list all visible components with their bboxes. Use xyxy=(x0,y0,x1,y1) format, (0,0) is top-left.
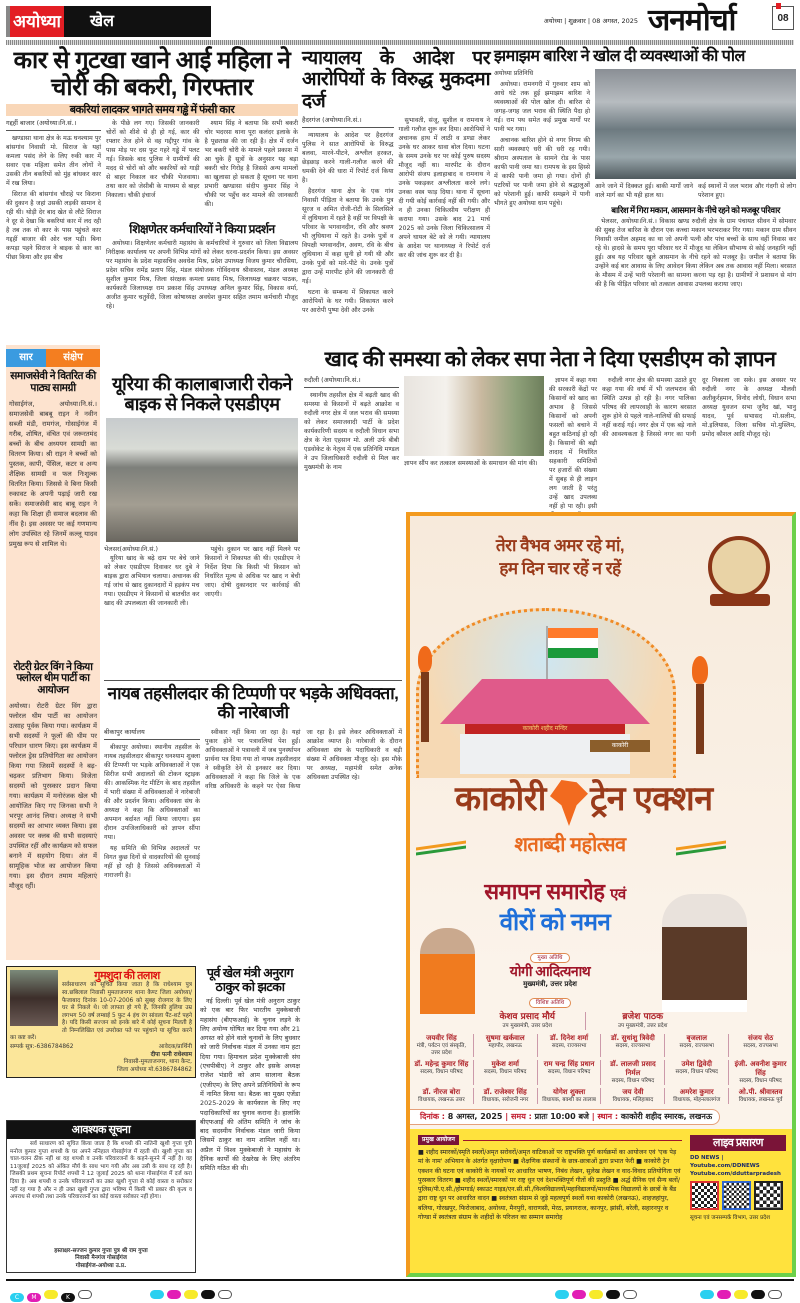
ad-subtitle: शताब्दी महोत्सव xyxy=(514,834,626,856)
live-broadcast-label: लाइव प्रसारण xyxy=(690,1135,786,1151)
guest: डॉ. नीरज बोरा विधायक, लखनऊ उत्तर xyxy=(410,1088,474,1104)
chief-guest-label: मुख्य अतिथि xyxy=(530,953,569,963)
paragraph: यूरिया खाद के बढ़े दाम पर बेचे जाने को लेकर एसडीएम दिवाकर धर दुबे ने बाइक द्वारा अभियान चलाया। अचानक की गई जांच से खाद दुकानदारों में हड़कंप मच गया। एसडीएम ने किसानों से बातचीत कर खाद की उपलब्धता की जानकारी ली। xyxy=(104,555,200,608)
guest: राम चन्द्र सिंह प्रधान सदस्य, विधान परिषद xyxy=(538,1060,602,1085)
paragraph: सिराज की बांसगांव चौराहे पर किराना की दुकान है जहां उसकी लड़की सामान दे रही थी। थोड़ी देर बाद खेत से लौटे सिराज ने दूर से देखा कि बकरियां कार में लद रही है तब तक वो कार के पास पहुंचते कार गद्दहीं बाजार की ओर चल पड़ी। बिना कपड़ा पहने सिराज ने बाइक से कार का पीछा किया और इस बीच xyxy=(6,191,101,262)
paragraph: स्वीकार नहीं किया जा रहा है। यहां पुकार होने पर पत्रावलियां पेश हुईं। अधिवक्ताओं ने पत्रावली में जब पुनर्स्थापन प्रार्थना पत्र दिया गया तो नायब तहसीलदार ने स्वीकृति देने से इनकार कर दिया। अधिवक्ताओं ने कहा कि जिले के एक वरिष्ठ अधिकारी के कहने पर ऐसा किया जा रहा है। इसे लेकर अधिवक्ताओं में आक्रोश व्याप्त है। नारेबाजी के दौरान अधिवक्ता संघ के पदाधिकारी व बड़ी संख्या में अधिवक्ता मौजूद रहे। इस मौके पर अध्यक्ष, महामंत्री समेत अनेक अधिवक्ता उपस्थित रहे। xyxy=(205,729,402,791)
paragraph: आने जाने में दिक्कत हुई। बाकी मार्गों जाने वाले मार्ग का भी यही हाल था। xyxy=(595,182,693,199)
ad-event-and: एवं xyxy=(610,886,626,903)
guest: ब्रजेश पाठक उप मुख्यमंत्री, उत्तर प्रदेश xyxy=(618,1012,668,1029)
memorandum-photo xyxy=(404,376,544,456)
paragraph: अचानक बारिश होने से नगर निगम की सारी व्यवस्थाएं धरी की धरी रह गयी। श्रीराम अस्पताल के सामने रोड के पास काफी पानी जमा था। रामपथ के इस हिस्से में काफी पानी जमा हो गया। दोनों ही पटरियों पर पानी जमा होने से श्रद्धालुओं को परेशानी हुई। काफी समझने में पानी भीगते हुए अयोध्या धाम पहुंचे। xyxy=(494,136,590,207)
paragraph: ज्ञापन में कहा गया की सरकारी केंद्रों पर किसानों को खाद का अभाव है जिससे किसानों को अपनी फसलों को बचाने में बहुत कठिनाई हो रही है। किसानों की बढ़ी तादाद में निर्धारित सहकारी समितियों पर हजारों की संख्या में सुबह से ही लाइन लग जाती है परंतु उन्हें खाद उपलब्ध नहीं हो पा रही। इसी xyxy=(549,376,597,510)
brief-headline: समाजसेवी ने वितरित की पाठ्य सामग्री xyxy=(10,370,96,394)
applicant-label: आवेदक/प्रार्थिनी xyxy=(158,1044,192,1050)
guest: बृजलाल सदस्य, राज्यसभा xyxy=(665,1034,729,1057)
byline: गद्दहीं बाजार (अयोध्या।नि.सं.। xyxy=(6,119,101,131)
cmyk-registration-marks xyxy=(150,1284,235,1303)
guest: डॉ. लालजी प्रसाद निर्मल सदस्य, विधान परिषद xyxy=(601,1060,665,1085)
department-credit: सूचना एवं जनसम्पर्क विभाग, उत्तर प्रदेश xyxy=(690,1215,770,1221)
story-headline: कार से गुटखा खाने आई महिला ने चोरी की बकरी, गिरफ्तार xyxy=(13,47,291,101)
memorial-signboard: काकोरी शहीद मन्दिर xyxy=(465,724,625,734)
guest: डॉ. सुधांशु त्रिवेदी सदस्य, राज्यसभा xyxy=(601,1034,665,1057)
dateline: अयोध्या | शुक्रवार | 08 अगस्त, 2025 xyxy=(543,17,638,25)
cmyk-registration-marks: C M K xyxy=(10,1284,95,1303)
guest: उमेश द्विवेदी सदस्य, विधान परिषद xyxy=(665,1060,729,1085)
ad-slogan-line1: तेरा वैभव अमर रहे मां, xyxy=(495,536,625,555)
guest: जयवीर सिंह मंत्री, पर्यटन एवं संस्कृति, उत्तर प्रदेश xyxy=(410,1034,474,1057)
brief-text: अयोध्या। रोटरी ग्रेटर विंग द्वारा फ्लोरल थीम पार्टी का आयोजन उत्साह पूर्वक किया गया। कार्यक्रम में सभी सदस्यों ने फूलों की थीम पर परिधान धारण किए। इस कार्यक्रम में फ्लोरल ड्रेस प्रतियोगिता का आयोजन किया गया जिसमें सदस्यों ने बढ़-चढ़कर प्रतिभाग किया। विजेता सदस्यों को पुरस्कार प्रदान किया गया। कार्यक्रम में मनोरंजक खेल भी आयोजित किए गए जिनका सभी ने भरपूर आनंद लिया। अध्यक्ष ने सभी सदस्यों का आभार व्यक्त किया। इस अवसर पर क्लब की सभी सदस्याएं उपस्थित रहीं और कार्यक्रम को सफल बनाने में सहयोग दिया। अंत में सामूहिक भोज का आयोजन किया गया। इस दौरान तमाम महिलाएं मौजूद रहीं। xyxy=(9,701,97,890)
story-block-rain xyxy=(494,48,796,342)
guest: जय देवी विधायक, मलिहाबाद xyxy=(601,1088,665,1104)
guest: मुकेश शर्मा सदस्य, विधान परिषद xyxy=(474,1060,538,1085)
notice-text: सर्वसाधारण को सूचित किया जाता है कि राधेश्याम पुत्र स्व.छबिलाल निवासी मुमताजनगर थाना कैण्ट जिला अयोध्या/फैजाबाद दिनांक 10-07-2006 को सुबह रोजगार के लिए घर से निकले थे। जो लापता हो गये है, जिनकी हुलिया उम्र लगभग 50 वर्ष लम्बाई 5 फुट 4 इंच रंग सांवला पैंट-शर्ट पहने है। यदि किसी सज्जन को इनके बारे में कोई सूचना मिलती है तो निम्नलिखित एवं उपरोक्त पते पर पहुंचाने या सूचित करने का कष्ट करें। xyxy=(10,982,192,1042)
story-block-advocates xyxy=(104,680,402,960)
ad-event-subtitle: वीरों को नमन xyxy=(499,909,611,936)
guest: अमरेश कुमार विधायक, मोहनलालगंज xyxy=(665,1088,729,1104)
story-headline: नायब तहसीलदार की टिप्पणी पर भड़के अधिवक्ता, की नारेबाजी xyxy=(107,684,399,723)
applicant-address: निवासी-मुमताजनगर, थाना कैन्ट, xyxy=(123,1059,192,1065)
masthead-logo: जनमोर्चा xyxy=(648,4,736,37)
cmyk-registration-marks xyxy=(555,1284,640,1303)
paragraph: स्थानीय तहसील क्षेत्र में बढ़ती खाद की समस्या से किसानों में बढ़ते आक्रोश व रुदौली नगर क्षेत्र में जल भराव की समस्या को लेकर समाजवादी पार्टी के प्रदेश कार्यकारिणी सदस्य व रुदौली विधान सभा क्षेत्र के नेता एहसान मो. अली उर्फ बीबी एडवोकेट के नेतृत्व में एक प्रतिनिधि मण्डल ने उप जिलाधिकारी रुदौली से मिल कर मुख्यमंत्री के नाम xyxy=(304,391,400,471)
dd-news-link[interactable]: DD NEWS | Youtube.com/DDNEWS xyxy=(690,1155,760,1169)
ad-title-train-action: ट्रेन एक्शन xyxy=(590,780,713,818)
missing-person-photo xyxy=(10,970,58,1026)
paragraph: पहुंचे। दुकान पर खाद नहीं मिलने पर किसानों ने शिकायत की थी। एसडीएम ने निर्देश दिया कि किसी भी किसान को निर्धारित मूल्य से अधिक पर खाद न बेची जाए। दोषी दुकानदार पर कार्रवाई की जाएगी। xyxy=(204,546,300,599)
paragraph: श्याम सिंह ने बताया कि सभी बकरी चोर भदरसा थाना पूरा कलंदर इलाके के है पूछताछ की जा रही है। क्षेत्र में दर्जन भर बकरी चोरी के मामले पहले प्रकाश में आ चुके हैं सूत्रों के अनुसार यह बड़ा बकरी चोर गिरोह है जिससे अन्य मामलों का खुलासा हो सकता है सूचना पर थाना प्रभारी खण्डासा संदीप कुमार सिंह ने चौकी पर पहुँच कर मामले की जानकारी की। xyxy=(204,120,298,209)
guest: डॉ. दिनेश शर्मा सदस्य, राज्यसभा xyxy=(538,1034,602,1057)
chief-guest-role: मुख्यमंत्री, उत्तर प्रदेश xyxy=(523,980,577,988)
guest: सुषमा खर्कवाल महापौर, लखनऊ xyxy=(474,1034,538,1057)
paragraph: कई स्थानों में जल भराव और गंदगी से लोग परेशान हुए। xyxy=(698,182,796,199)
notice-text: सर्व साधारण को सूचित किया जाता है कि शपथी की नातिनी खुशी गुप्ता पुत्री मनोज कुमार गुप्ता शपथी के घर अपने ननिहाल गोसाईगंज में रहती थी। खुशी गुप्ता का चाल-चलन ठीक नहीं था वह शपथी व उनके परिवारजनों के कहने-सुनने में नहीं है। वह 11जुलाई 2025 को अंकित मौर्य के साथ भाग गयी और अब उसी के साथ रह रही है। जिसकी प्रथम सूचना रिपोर्ट शपथी ने 12 जुलाई 2025 को थाना गोसाईगंज में दर्ज करा दिया है। अब शपथी व उनके परिवारजनों का उक्त खुशी गुप्ता से कोई वास्ता व सरोकार नहीं रह गया है और न ही उक्त खुशी गुप्ता द्वारा भविष्य में किसी भी प्रकार की कृत्य व अपराध से शपथी तथा उनके परिवारजनों का कोई वास्ता सरोकार नहीं होगा। xyxy=(10,1141,192,1201)
missing-person-notice xyxy=(6,966,196,1078)
signature-city: गोसाईगंज-अयोध्या उ.प्र. xyxy=(75,1262,127,1269)
rain-street-photo xyxy=(595,69,796,179)
qr-code-icon[interactable] xyxy=(754,1181,783,1210)
applicant-phone: जिला अयोध्या मो.6386784862 xyxy=(117,1066,192,1073)
byline: बीकापुर कार्यालय xyxy=(104,728,200,740)
story-headline: पूर्व खेल मंत्री अनुराग ठाकुर को झटका xyxy=(206,966,294,994)
guest: डॉ. महेन्द्र कुमार सिंह सदस्य, विधान परिषद xyxy=(410,1060,474,1085)
paragraph: हैदरगंज थाना क्षेत्र के एक गांव निवासी पीड़िता ने बताया कि उनके पुत्र सूरज व अमित रोजी-रोटी के सिलसिले में लुधियाना में रहते है वहीं पर विपक्षी के परिवार के भगवानदीन, रवि और श्रवण भी लुधियाना में रहते है। उनके पुत्रों व विपक्षी भगवानदीन, अवण, रवि के बीच लुधियाना में कहा सुनी हो गयी थी और उनके पुत्रों को मारे-पीटे थे। उनके पुत्रों द्वारा उन्हें मारपीट होने की जानकारी दी गई। xyxy=(302,187,394,285)
guest: ओ.पी. श्रीवास्तव विधायक, लखनऊ पूर्व xyxy=(738,1088,783,1103)
story-headline: शिक्षणेतर कर्मचारियों ने किया प्रदर्शन xyxy=(129,222,275,237)
story-subheadline: बकरियां लादकर भागते समय गड्ढे में फंसी कार xyxy=(6,104,298,116)
notice-title: गुमशुदा की तलाश xyxy=(94,970,160,982)
story-headline: खाद की समस्या को लेकर सपा नेता ने दिया एसडीएम को ज्ञापन xyxy=(324,348,776,371)
story-headline: झमाझम बारिश ने खोल दी व्यवस्थाओं की पोल xyxy=(494,48,745,65)
kakori-station-sign: काकोरी xyxy=(590,740,650,752)
paragraph: घटना के सम्बन्ध में शिकायत करने आरोपियों के घर गयी। शिकायत करने पर आरोपी पुष्पा देवी और उनके xyxy=(302,288,394,314)
brief-sidebar xyxy=(6,345,100,960)
story-block-court-order xyxy=(302,48,490,342)
brief-headline: रोटरी ग्रेटर विंग ने किया फ्लोरल थीम पार्टी का आयोजन xyxy=(13,660,93,697)
byline: रुदौली (अयोध्या।नि.सं.। xyxy=(304,376,399,388)
bookmark-icon xyxy=(776,3,781,9)
applicant-name: दीपा पत्नी राधेश्याम xyxy=(150,1051,192,1058)
story-block-goat-theft xyxy=(6,48,298,342)
byline: अयोध्या प्रतिनिधि xyxy=(494,69,534,77)
ad-event-title: समापन समारोह xyxy=(484,879,605,904)
tricolor-ribbon-right xyxy=(676,840,726,855)
paragraph: खण्डासा थाना क्षेत्र के मऊ घनश्याम पुर बांसगांव निवासी मो. सिराज के यहां कमला पसंद लेने के लिए रुकी कार में सवार एक महिला समेत तीन लोगों ने उसकी तीन बकरियों को मुंह बांधकर कार में रख लिया। xyxy=(6,135,101,188)
signature: हस्ताक्षर-सज्जन कुमार गुप्ता पुत्र श्री राम गुप्ता xyxy=(54,1247,148,1254)
page-number: 08 xyxy=(772,6,794,30)
qr-code-icon[interactable] xyxy=(690,1181,719,1210)
footer-rule xyxy=(6,1279,794,1281)
brief-text: गोसाईगंज, अयोध्या।नि.सं.। समाजसेवी बाबबू राइन ने नवीन सब्जी मंडी, रामगंज, गोसाईगंज में गरीब, शोषित, वंचित एवं जरूरतमंद बच्चों के बीच अध्ययन सामग्री का वितरण किया। श्री राइन ने बच्चों को पुस्तक, कापी, पेंसिल, कटर व अन्य शैक्षिक सामग्री व फल निःशुल्क वितरित किया। जिससे वे बिना किसी रुकावट के अपनी पढ़ाई जारी रख सकें। समाजसेवी बाद बाबू राइन ने कहा कि शिक्षा ही समाज बदलाव की नींव है। इस अवसर पर कई गणमान्य लोग उपस्थित रहे जिनमें कल्लू यादव प्रमुख रूप से शामिल थे। xyxy=(9,399,97,548)
notice-title: आवश्यक सूचना xyxy=(7,1121,195,1139)
torch-icon xyxy=(688,656,712,766)
signature-address: निवासी मैनगंज गोसाईगंज xyxy=(75,1255,127,1261)
event-details: दिनांक : 8 अगस्त, 2025 | समय : प्रातः 10:00 बजे | स्थान : काकोरी शहीद स्मारक, लखनऊ xyxy=(410,1109,720,1125)
paragraph: न्यायालय के आदेश पर हैदरगंज पुलिस ने सात आरोपियों के विरुद्ध बलवा, मारने-पीटने, अश्लील हरकत, छेड़छाड़ करने गाली-गलौज करने की धमकी देने की धारा में रिपोर्ट दर्ज किया है। xyxy=(302,131,394,184)
ad-title-kakori: काकोरी xyxy=(454,780,546,818)
guest: केशव प्रसाद मौर्य उप मुख्यमंत्री, उत्तर प्रदेश xyxy=(470,1012,586,1030)
paragraph: अयोध्या। शिक्षणेतर कर्मचारी महासंघ के कर्मचारियों ने गुरुवार को जिला विद्यालय निरीक्षक कार्यालय पर अपनी विभिन्न मांगों को लेकर धरना-प्रदर्शन किया। इस अवसर पर महासंघ के प्रदेश महासचिव अवधेश मिश्र, प्रदेश उपाध्यक्ष विजय कुमार चौरसिया, प्रदेश सचिव रामेंद्र प्रताप सिंह, मंडल संयोजक गोविंदनाथ श्रीवास्तव, मंडल अध्यक्ष सुशील कुमार मिश्र, जिला संरक्षक कमला प्रसाद मिश्र, जिलाध्यक्ष चक्रधर पाठक, कार्यकारी जिलाध्यक्ष राम प्रकाश सिंह उपाध्यक्ष अनिल कुमार सिंह, विकास वर्मा, अजीत कुमार चतुर्वेदी, जिला कोषाध्यक्ष अवधेश कुमार सहित तमाम कर्मचारी मौजूद रहे। xyxy=(106,239,298,310)
city-label: अयोध्या xyxy=(10,6,64,37)
program-label: प्रमुख आयोजन xyxy=(418,1135,459,1145)
tab-saar: सार xyxy=(6,349,46,367)
tab-sankshep: संक्षेप xyxy=(46,349,100,367)
special-guest-label: विशिष्ट अतिथि xyxy=(529,998,571,1008)
paragraph: के पीछे लग गए। जिसकी जानकारी चोरों को शीशे से ही हो गई, कार की रफ्तार तेज होने से वह गद्दीपुर गांव के पास मोड़ पर दस फुट गहरे गड्ढे में पलट गई। जिसके बाद पुलिस ने ग्रामीणों की मदद से चोरों को और बकरियों को गाड़ी से बाहर निकाल कर चौकी भेजवाया। तथा कार को जेसीबी के माध्यम से बाहर निकाला। चौकी इंचार्ज xyxy=(106,120,200,200)
story-subheadline: बारिश में गिरा मकान, आसमान के नीचे रहने को मजबूर परिवार xyxy=(611,204,780,215)
india-map-icon xyxy=(550,780,588,826)
tricolor-ribbon-left xyxy=(416,840,466,855)
paragraph: यह समिति की विभिन्न अदालतों पर विगत कुछ दिनों से वादकारियों की सुनवाई नहीं हो रही है जिससे अधिवक्ताओं में नाराजगी है। xyxy=(104,845,200,880)
kakori-advertisement xyxy=(406,512,796,1277)
guest: डॉ. राजेश्वर सिंह विधायक, सरोजनी नगर xyxy=(474,1088,538,1104)
photo-caption: भेलसर(अयोध्या।नि.सं.) xyxy=(104,546,158,554)
emblem-ribbon xyxy=(710,594,770,606)
story-block-fertilizer xyxy=(304,348,796,508)
story-headline: न्यायालय के आदेश पर आरोपियों के विरुद्ध मुकदमा दर्ज xyxy=(302,48,490,112)
indian-flag xyxy=(548,628,598,658)
paragraph: बीकापुर अयोध्या। स्थानीय तहसील के नायब तहसीलदार बीकापुर घनश्याम शुक्ला की टिप्पणी पर भड़के अधिवक्ताओं ने एक सिरीज सभी अदालतों की टोकन स्ट्राइक की। आकस्मिक गेट मीटिंग के बाद तहसील में भारी संख्या में अधिवक्ताओं ने नारेबाजी की और प्रदर्शन किया। अधिवक्ता संघ के अध्यक्ष ने कहा कि अधिवक्ताओं का अपमान बर्दाश्त नहीं किया जाएगा। इस दौरान उपजिलाधिकारी को ज्ञापन सौंपा गया। xyxy=(104,744,200,842)
story-headline: यूरिया की कालाबाजारी रोकने बाइक से निकले एसडीएम xyxy=(112,374,292,415)
cmyk-registration-marks xyxy=(700,1284,785,1303)
program-rule xyxy=(463,1140,682,1141)
torch-icon xyxy=(414,646,436,756)
program-list: ■ शहीद स्मारकों/स्मृति स्थलों/अमृत सरोवरों/अमृत वाटिकाओं पर राष्ट्रभक्ति पूर्ण कार्यक्रमों का आयोजन एवं 'एक पेड़ मां के नाम' अभियान के अंतर्गत वृक्षारोपण ■ शैक्षणिक संस्थानों के छात्र-छात्राओं द्वारा प्रभात फेरी ■ काकोरी ट्रेन एक्शन की घटना एवं काकोरी के नायकों पर आधारित भाषण, निबंध लेखन, सुलेख लेखन व वाद-विवाद प्रतियोगिता एवं पुरस्कार वितरण ■ शहीद स्थलों/स्मारकों पर राष्ट्र धुन एवं देशभक्तिपूर्ण गीतों की प्रस्तुति ■ अर्द्ध सैनिक एवं सैन्य बलों/पुलिस/पी.ए.सी./होमगार्ड/ स्काउट गाइड/एन.सी.सी./विश्वविद्यालयों/महाविद्यालयों/माध्यमिक विद्यालयों के छात्रों के बैंड द्वारा राष्ट्र धुन पर आधारित वादन ■ स्वतंत्रता संग्राम से जुड़े महत्वपूर्ण स्थलों यथा काकोरी (लखनऊ), शाहजहांपुर, बलिया, गोरखपुर, फिरोजाबाद, अयोध्या, मैनपुरी, वाराणसी, मेरठ, प्रयागराज, कानपुर, झांसी, बरेली, सहारनपुर व गोण्डा में स्वतंत्रता संग्राम के शहीदों के परिजन का सम्मान समारोह xyxy=(418,1149,681,1222)
centenary-emblem xyxy=(708,536,770,598)
youtube-link[interactable]: Youtube.com/dduttarpradesh xyxy=(690,1171,781,1177)
paragraph: नई दिल्ली। पूर्व खेल मंत्री अनुराग ठाकुर को एक बार फिर भारतीय मुक्केबाजी महासंघ (बीएफआई) के चुनाव लड़ने के लिए अयोग्य घोषित कर दिया गया और 21 अगस्त को होने वाले चुनावों के लिए बुधवार को जारी निर्वाचक मंडल में उनका नाम हटा दिया गया। हिमाचल प्रदेश मुक्केबाजी संघ (एचपीबीए) ने ठाकुर और इसके अध्यक्ष राजेश भंडारी को आम सालाना बैठक (एजीएम) के लिए अपने प्रतिनिधियों के रूप में नामित किया था। बैठक का मुख्य एजेंडा 2025-2029 के कार्यकाल के लिए नए पदाधिकारियों का चुनाव कराना है। हालांकि बीएफआई की अंतिम समिति ने जांच के बाद सदस्यीय निर्वाचक मंडल जारी किया जिसमें ठाकुर का नाम शामिल नहीं था। अप्रैल में विश्व मुक्केबाजी ने महासंघ के दैनिक कार्यों की देखरेख के लिए अंतरिम समिति गठित की थी। xyxy=(200,997,300,1173)
sdm-bike-photo xyxy=(106,418,298,542)
guest: योगेश शुक्ला विधायक, बक्शी का तालाब xyxy=(538,1088,602,1104)
ad-slogan-line2: हम दिन चार रहें न रहें xyxy=(499,559,621,578)
section-label: खेल xyxy=(90,13,114,30)
header-divider xyxy=(6,40,794,45)
contact: सम्पर्क सूत्र:-6386784862 xyxy=(10,1044,74,1050)
program-section xyxy=(410,1129,792,1273)
paragraph: सुभावती, संजू, सुशील व रामनाथ ने गाली गलौज शुरू कर दिया। आरोपियों ने अचानक हाथ में लाठी व डण्डा लेकर उनके घर आकर धावा बोल दिया। घटना के समय उनके घर पर कोई पुरुष सदस्य मौजूद नहीं था। मारपीट के दौरान आरोपी संजय इलाहाबाद व रामनाथ ने उनके पकड़कर अश्लीलता करने लगे। उनका वस्त्र फाड़ दिया। थाना में सूचना दी गयी कोई कार्रवाई नहीं की गयी। और न ही उनका चिकित्सीय परीक्षण ही कराया गया। उसके बाद 21 मार्च 2025 को उनके जिला चिकित्सालय में अपने घायल बेटे को ले गयी। न्यायालय के आदेश पर थानाध्यक्ष ने रिपोर्ट दर्ज कर की जांच शुरू कर दी है। xyxy=(398,116,490,259)
byline: हैदरगंज (अयोध्या।नि.सं.। xyxy=(302,116,394,128)
paragraph: भेलसर, अयोध्या।नि.सं.। विकास खण्ड रुदौली क्षेत्र के ग्राम पंचायत सीवन में सोमवार की सुबह तेज बारिश के दौरान एक कच्चा मकान भरभराकर गिर गया। मकान ग्राम सीवन निवासी जमील अहमद का था जो अपनी पत्नी और पांच बच्चों के साथ वहीं निवास कर रहे थे। हादसे के समय पूरा परिवार घर में मौजूद था लेकिन सौभाग्य से कोई जनहानि नहीं हुई। अब यह परिवार खुले आसमान के नीचे रहने को मजबूर है। जमील ने बताया कि उन्होंने कई बार आवास के लिए आवेदन किया लेकिन अब तक आवास नहीं मिला। बरसात के मौसम में उन्हें भारी परेशानी का सामना करना पड़ रहा है। ग्रामीणों ने प्रशासन से मांग की है कि पीड़ित परिवार को तत्काल आवास उपलब्ध कराया जाए। xyxy=(595,218,796,289)
section-banner xyxy=(6,6,211,37)
story-block-anurag-thakur xyxy=(200,966,300,1276)
guest: संजय सेठ सदस्य, राज्यसभा xyxy=(743,1034,778,1049)
paragraph: अयोध्या। रामनगरी में गुरुवार शाम को आधे घंटे तक हुई झमाझम बारिश ने व्यवस्थाओं की पोल खोल दी। बारिश से जगह-जगह जल भराव की स्थिति पैदा हो गई। राम पथ समेत कई प्रमुख मार्गों पर पानी भर गया। xyxy=(494,80,590,133)
photo-caption: ज्ञापन सौंप कर तत्काल समस्याओं के समाधान की मांग की। xyxy=(404,459,538,467)
guest: इंजी. अवनीश कुमार सिंह सदस्य, विधान परिषद xyxy=(734,1060,787,1084)
important-notice xyxy=(6,1120,196,1273)
story-block-urea xyxy=(104,374,300,678)
qr-code-icon[interactable] xyxy=(722,1181,751,1210)
chief-guest-name: योगी आदित्यनाथ xyxy=(509,963,591,979)
paragraph: रुदौली नगर क्षेत्र की समस्या उठाते हुए कहा गया की वर्षा में भी जलभराव की स्थिति उत्पन्न हो रही है। नगर पालिका परिषद की लापरवाही के कारण बरसात शुरू होने से पहले नाले-नालियों की सफाई नहीं कराई गई। नगर क्षेत्र में एक बड़े नाले की आवश्यकता है जिससे नगर का पानी दूर निकाला जा सके। इस अवसर पर रुदौली नगर के अध्यक्ष मौलवी अतीकुर्रहमान, विनोद लोधी, विधान सभा अध्यक्ष युवजन सभा जुनैद खां, भानु यादव, पूर्व सभासद मो.सलीम, मो.इलियास, जिला सचिव मो.मुस्लिम, प्रमोद कौशल आदि मौजूद रहे। xyxy=(602,376,796,438)
